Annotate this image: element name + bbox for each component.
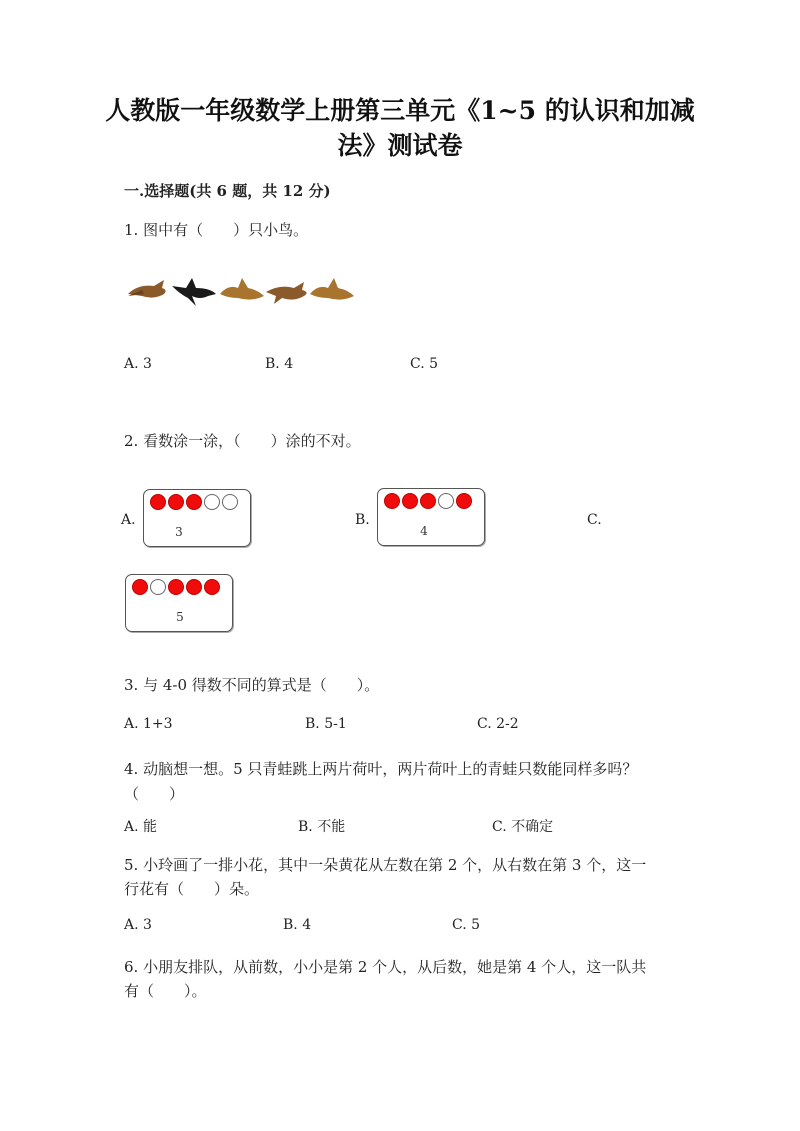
q2-card-a: [143, 489, 251, 547]
empty-dot: [222, 494, 238, 510]
empty-dot: [150, 579, 166, 595]
q4-option-c[interactable]: C. 不确定: [492, 819, 554, 835]
question-6-text-line-1: 6. 小朋友排队，从前数，小小是第 2 个人，从后数，她是第 4 个人，这一队共: [124, 958, 647, 976]
q4-option-a[interactable]: A. 能: [124, 819, 158, 835]
q1-option-b[interactable]: B. 4: [265, 356, 294, 372]
bird-2: [172, 278, 216, 306]
bird-3: [220, 278, 264, 300]
q5-option-a[interactable]: A. 3: [124, 917, 152, 933]
q2-card-b: [377, 488, 485, 546]
red-dot: [204, 579, 220, 595]
q2-card-c: [125, 574, 233, 632]
question-3-text: 3. 与 4-0 得数不同的算式是（ ）。: [124, 676, 380, 694]
question-4-text-line-2: （ ）: [124, 785, 185, 803]
red-dot: [420, 493, 436, 509]
page-title-line-1: 人教版一年级数学上册第三单元《1~5 的认识和加减: [105, 96, 695, 125]
q3-option-a[interactable]: A. 1+3: [124, 716, 173, 732]
red-dot: [168, 579, 184, 595]
q3-option-b[interactable]: B. 5-1: [305, 716, 347, 732]
q4-option-b[interactable]: B. 不能: [298, 819, 346, 835]
question-6-text-line-2: 有（ ）。: [124, 982, 207, 1000]
q2-option-a[interactable]: A.: [121, 512, 136, 528]
card-number: 3: [175, 525, 183, 539]
question-4-text-line-1: 4. 动脑想一想。5 只青蛙跳上两片荷叶，两片荷叶上的青蛙只数能同样多吗？: [124, 760, 638, 778]
empty-dot: [438, 493, 454, 509]
red-dot: [150, 494, 166, 510]
birds-illustration: [124, 270, 364, 310]
question-1-text: 1. 图中有（ ）只小鸟。: [124, 221, 309, 239]
red-dot: [132, 579, 148, 595]
q1-option-a[interactable]: A. 3: [124, 356, 152, 372]
question-5-text-line-2: 行花有（ ）朵。: [124, 880, 260, 898]
q5-option-c[interactable]: C. 5: [452, 917, 481, 933]
question-5-text-line-1: 5. 小玲画了一排小花，其中一朵黄花从左数在第 2 个，从右数在第 3 个，这一: [124, 856, 647, 874]
q5-option-b[interactable]: B. 4: [283, 917, 312, 933]
empty-dot: [204, 494, 220, 510]
q1-option-c[interactable]: C. 5: [410, 356, 439, 372]
bird-4: [266, 282, 307, 304]
page-title-line-2: 法》测试卷: [337, 131, 463, 160]
q3-option-c[interactable]: C. 2-2: [477, 716, 519, 732]
red-dot: [168, 494, 184, 510]
bird-5: [310, 278, 354, 300]
red-dot: [186, 494, 202, 510]
red-dot: [186, 579, 202, 595]
question-2-text: 2. 看数涂一涂，（ ）涂的不对。: [124, 432, 361, 450]
card-number: 4: [420, 524, 428, 538]
red-dot: [456, 493, 472, 509]
red-dot: [384, 493, 400, 509]
q2-option-c[interactable]: C.: [587, 512, 602, 528]
bird-1: [128, 280, 166, 298]
section-heading: 一.选择题(共 6 题，共 12 分): [124, 182, 331, 200]
red-dot: [402, 493, 418, 509]
q2-option-b[interactable]: B.: [355, 512, 370, 528]
card-number: 5: [176, 610, 184, 624]
